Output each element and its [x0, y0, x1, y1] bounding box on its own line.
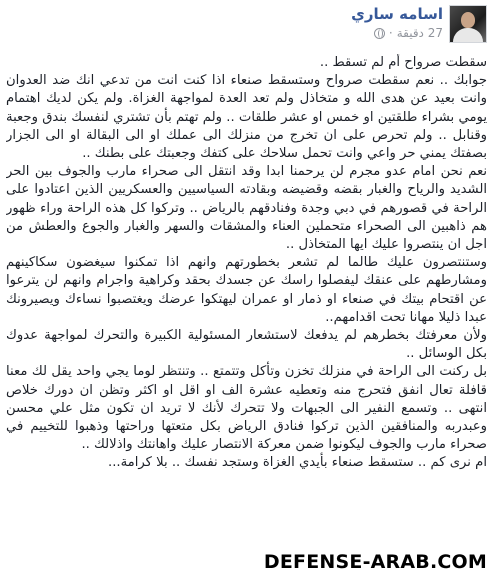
post-paragraph: ولأن معرفتك بخطرهم لم يدفعك لاستشعار المسئولية الكبيرة والتحرك لمواجهة عدوك بكل الوسائل ..: [6, 328, 487, 362]
post-paragraph: نعم نحن امام عدو مجرم لن يرحمنا ابدا وقد انتقل الى صحراء مارب والجوف بين الحر الشديد والرياح والغبار بقضه وقضيضه وبقادته السياسيين والعسكريين الذين اعتادوا على الراحة في قصورهم في دبي وجدة وفنادقهم بالرياض .. وتركوا كل هذه الراحة وراء ظهور هم ذاهبين الى الصحراء متحملين العناء والمشقات والسهر والغبار والجوع والعطش من اجل ان ينتصروا عليك ايها المتخاذل ..: [6, 164, 487, 253]
post-paragraph: سقطت صرواح أم لم تسقط ..: [319, 55, 487, 70]
post-time[interactable]: 27 دقيقة: [396, 26, 443, 40]
avatar-shoulders: [453, 28, 483, 43]
post-meta: [374, 26, 443, 40]
post-paragraph: جوابك .. نعم سقطت صرواح وستسقط صنعاء اذا كنت انت من تدعي انك ضد العدوان وانت بعيد عن هدى الله و متخاذل ولم تعد العدة لمواجهة الغزاة. ولم يكن لديك اهتمام يومي بشراء طلقتين او خمس او عشر طلقات .. ولم تهتم بأن تشتري لنفسك بندق وجعبة وقنابل .. ولم تحرص على ان تخرج من منزلك الى عملك او الى البقالة او الى الجزار بصفتك يمني حر واعي وانت تحمل سلاحك على كتفك وجعبتك على بطنك ..: [6, 73, 487, 162]
avatar-head: [461, 12, 475, 28]
globe-icon[interactable]: [374, 28, 385, 39]
author-avatar[interactable]: [449, 5, 487, 43]
post-body: [6, 54, 487, 580]
post-paragraph: بل ركنت الى الراحة في منزلك تخزن وتأكل وتتمتع .. وتنتظر لوما يجي واحد يقل لك معنا قافلة تعال انفق فتحرج منه وتعطيه عشرة الف او اقل او اكثر وتظن ان دورك خلاص انتهى .. وتسمع النفير الى الجبهات ولا تتحرك لأنك لا تريد ان تكون مثل علي محسن وعبدربه والمنافقين الذين تركوا فنادق الرياض بكل متعتها وراحتها وذهبوا للتخييم في صحراء مارب والجوف ليكونوا ضمن معركة الانتصار عليك واهانتك واذلالك ..: [6, 364, 487, 453]
author-name[interactable]: اسامه ساري: [351, 5, 443, 23]
site-watermark: DEFENSE-ARAB.COM: [254, 545, 493, 580]
post-paragraph: ام نرى كم .. ستسقط صنعاء بأيدي الغزاة وستجد نفسك .. بلا كرامة...: [108, 455, 487, 471]
post-header: [0, 0, 493, 50]
meta-separator: ·: [388, 26, 393, 40]
post-paragraph: وستنتصرون عليك طالما لم تشعر بخطورتهم وانهم اذا تمكنوا سيغضون سكاكينهم ومشارطهم على عنقك ليفصلوا راسك عن جسدك بحقد وكراهية واجرام وانهم لن يترعوا عن اقتحام بيتك في صنعاء او ذمار او عمران ليهتكوا عرضك ويغتصبوا نساءك ويصيرونك عبدا ذليلا مهانا تحت اقدامهم..: [6, 255, 487, 325]
